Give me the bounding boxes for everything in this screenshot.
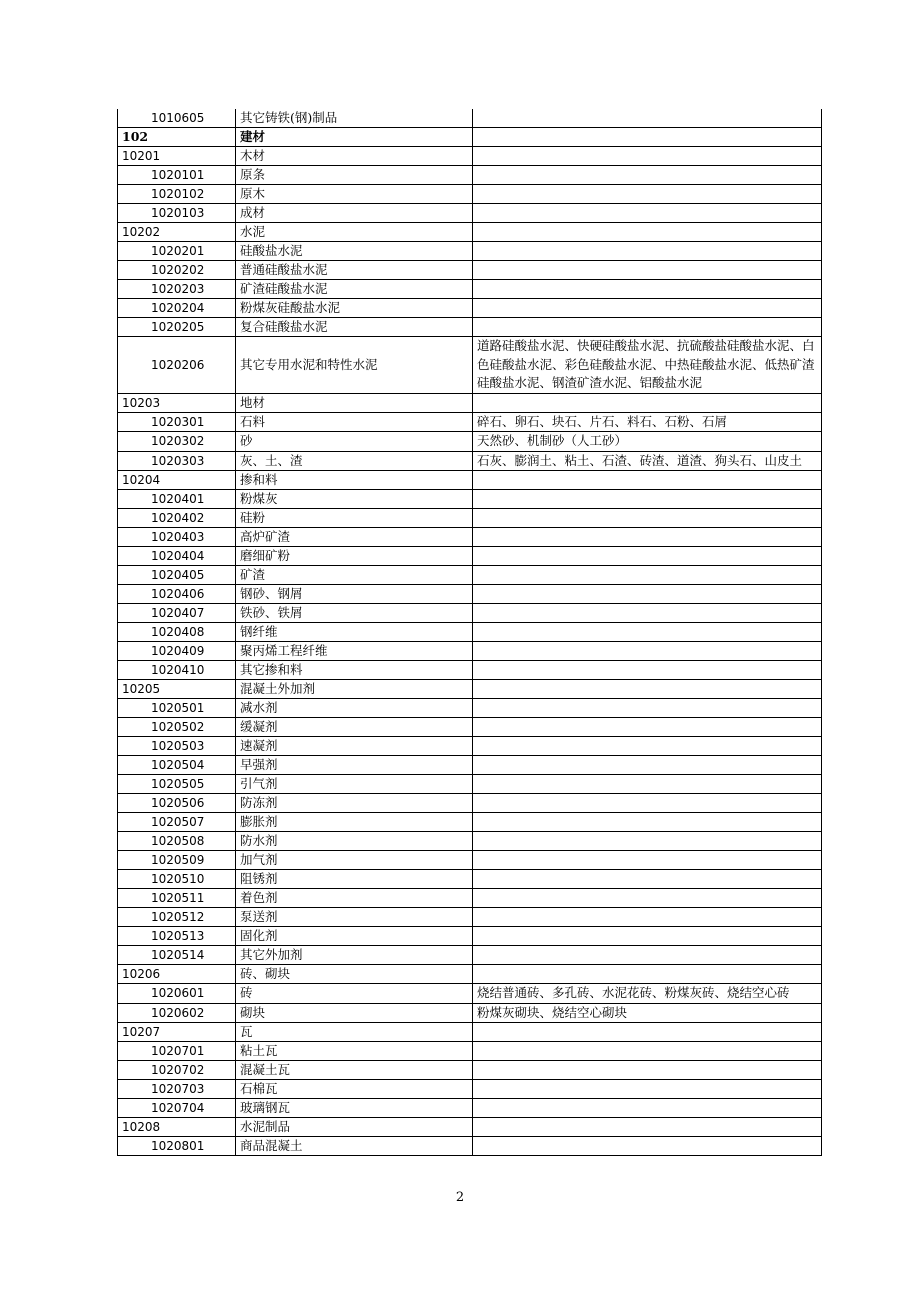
name-cell: 其它铸铁(钢)制品 bbox=[236, 109, 473, 128]
code-cell: 1020204 bbox=[118, 299, 236, 318]
note-cell bbox=[473, 604, 822, 623]
note-cell bbox=[473, 832, 822, 851]
name-cell: 固化剂 bbox=[236, 927, 473, 946]
note-cell bbox=[473, 490, 822, 509]
note-cell bbox=[473, 1023, 822, 1042]
code-cell: 10207 bbox=[118, 1023, 236, 1042]
code-cell: 1020407 bbox=[118, 604, 236, 623]
table-row bbox=[118, 908, 822, 927]
table-row bbox=[118, 1023, 822, 1042]
table-row bbox=[118, 813, 822, 832]
name-cell: 水泥 bbox=[236, 223, 473, 242]
code-cell: 10205 bbox=[118, 680, 236, 699]
note-cell bbox=[473, 1137, 822, 1156]
note-cell bbox=[473, 756, 822, 775]
name-cell: 矿渣硅酸盐水泥 bbox=[236, 280, 473, 299]
table-row bbox=[118, 1118, 822, 1137]
name-cell: 硅粉 bbox=[236, 509, 473, 528]
name-cell: 玻璃钢瓦 bbox=[236, 1099, 473, 1118]
code-cell: 1020505 bbox=[118, 775, 236, 794]
name-cell: 粘土瓦 bbox=[236, 1042, 473, 1061]
note-cell bbox=[473, 927, 822, 946]
name-cell: 原条 bbox=[236, 166, 473, 185]
table-row bbox=[118, 965, 822, 984]
table-row bbox=[118, 737, 822, 756]
name-cell: 其它外加剂 bbox=[236, 946, 473, 965]
code-cell: 1020602 bbox=[118, 1003, 236, 1023]
name-cell: 砌块 bbox=[236, 1003, 473, 1023]
note-cell bbox=[473, 1042, 822, 1061]
name-cell: 聚丙烯工程纤维 bbox=[236, 642, 473, 661]
code-cell: 1020203 bbox=[118, 280, 236, 299]
code-cell: 1020408 bbox=[118, 623, 236, 642]
table-row bbox=[118, 412, 822, 432]
page-number: 2 bbox=[455, 1190, 465, 1205]
name-cell: 减水剂 bbox=[236, 699, 473, 718]
name-cell: 木材 bbox=[236, 147, 473, 166]
note-cell bbox=[473, 889, 822, 908]
table-row bbox=[118, 680, 822, 699]
table-row bbox=[118, 280, 822, 299]
name-cell: 成材 bbox=[236, 204, 473, 223]
name-cell: 速凝剂 bbox=[236, 737, 473, 756]
code-cell: 1020406 bbox=[118, 585, 236, 604]
note-cell bbox=[473, 965, 822, 984]
table-row bbox=[118, 1099, 822, 1118]
table-row bbox=[118, 451, 822, 471]
table-row bbox=[118, 1080, 822, 1099]
note-cell bbox=[473, 147, 822, 166]
name-cell: 其它专用水泥和特性水泥 bbox=[236, 337, 473, 394]
table-row bbox=[118, 204, 822, 223]
code-cell: 1020503 bbox=[118, 737, 236, 756]
code-cell: 1020702 bbox=[118, 1061, 236, 1080]
note-cell bbox=[473, 166, 822, 185]
table-row bbox=[118, 642, 822, 661]
note-cell bbox=[473, 393, 822, 412]
note-cell bbox=[473, 699, 822, 718]
code-cell: 1020512 bbox=[118, 908, 236, 927]
name-cell: 原木 bbox=[236, 185, 473, 204]
code-cell: 1020402 bbox=[118, 509, 236, 528]
name-cell: 粉煤灰 bbox=[236, 490, 473, 509]
code-cell: 1020504 bbox=[118, 756, 236, 775]
note-cell bbox=[473, 128, 822, 147]
table-row bbox=[118, 699, 822, 718]
table-row bbox=[118, 299, 822, 318]
note-cell bbox=[473, 813, 822, 832]
table-row bbox=[118, 242, 822, 261]
code-cell: 1020501 bbox=[118, 699, 236, 718]
code-cell: 1020409 bbox=[118, 642, 236, 661]
code-cell: 10203 bbox=[118, 393, 236, 412]
code-cell: 1020502 bbox=[118, 718, 236, 737]
code-cell: 1020410 bbox=[118, 661, 236, 680]
name-cell: 缓凝剂 bbox=[236, 718, 473, 737]
code-cell: 1020509 bbox=[118, 851, 236, 870]
code-cell: 1020511 bbox=[118, 889, 236, 908]
name-cell: 阻锈剂 bbox=[236, 870, 473, 889]
table-row bbox=[118, 775, 822, 794]
table-row bbox=[118, 261, 822, 280]
note-cell bbox=[473, 471, 822, 490]
note-cell bbox=[473, 851, 822, 870]
note-cell: 道路硅酸盐水泥、快硬硅酸盐水泥、抗硫酸盐硅酸盐水泥、白色硅酸盐水泥、彩色硅酸盐水泥、中热硅酸盐水泥、低热矿渣硅酸盐水泥、钢渣矿渣水泥、铝酸盐水泥 bbox=[473, 337, 822, 394]
table-row bbox=[118, 490, 822, 509]
code-cell: 1020405 bbox=[118, 566, 236, 585]
note-cell bbox=[473, 585, 822, 604]
name-cell: 混凝土外加剂 bbox=[236, 680, 473, 699]
note-cell bbox=[473, 870, 822, 889]
note-cell bbox=[473, 204, 822, 223]
table-row bbox=[118, 889, 822, 908]
table-row bbox=[118, 528, 822, 547]
table-row bbox=[118, 566, 822, 585]
code-cell: 102 bbox=[118, 128, 236, 147]
code-cell: 1020206 bbox=[118, 337, 236, 394]
note-cell bbox=[473, 261, 822, 280]
name-cell: 复合硅酸盐水泥 bbox=[236, 318, 473, 337]
table-row bbox=[118, 471, 822, 490]
name-cell: 粉煤灰硅酸盐水泥 bbox=[236, 299, 473, 318]
code-cell: 1020510 bbox=[118, 870, 236, 889]
note-cell bbox=[473, 775, 822, 794]
name-cell: 水泥制品 bbox=[236, 1118, 473, 1137]
name-cell: 瓦 bbox=[236, 1023, 473, 1042]
code-cell: 1020403 bbox=[118, 528, 236, 547]
note-cell bbox=[473, 908, 822, 927]
name-cell: 建材 bbox=[236, 128, 473, 147]
table-row bbox=[118, 337, 822, 394]
name-cell: 砖、砌块 bbox=[236, 965, 473, 984]
name-cell: 混凝土瓦 bbox=[236, 1061, 473, 1080]
code-cell: 10201 bbox=[118, 147, 236, 166]
name-cell: 引气剂 bbox=[236, 775, 473, 794]
code-cell: 1020508 bbox=[118, 832, 236, 851]
code-cell: 10202 bbox=[118, 223, 236, 242]
name-cell: 磨细矿粉 bbox=[236, 547, 473, 566]
note-cell: 石灰、膨润土、粘土、石渣、砖渣、道渣、狗头石、山皮土 bbox=[473, 451, 822, 471]
name-cell: 钢砂、钢屑 bbox=[236, 585, 473, 604]
name-cell: 砂 bbox=[236, 432, 473, 452]
note-cell: 碎石、卵石、块石、片石、料石、石粉、石屑 bbox=[473, 412, 822, 432]
note-cell bbox=[473, 318, 822, 337]
table-row bbox=[118, 393, 822, 412]
note-cell bbox=[473, 642, 822, 661]
note-cell bbox=[473, 794, 822, 813]
table-row bbox=[118, 547, 822, 566]
name-cell: 其它掺和料 bbox=[236, 661, 473, 680]
code-cell: 1020513 bbox=[118, 927, 236, 946]
table-row bbox=[118, 946, 822, 965]
name-cell: 硅酸盐水泥 bbox=[236, 242, 473, 261]
table-row bbox=[118, 984, 822, 1004]
table-row bbox=[118, 147, 822, 166]
name-cell: 掺和料 bbox=[236, 471, 473, 490]
table-row bbox=[118, 851, 822, 870]
code-cell: 1020601 bbox=[118, 984, 236, 1004]
code-cell: 1020101 bbox=[118, 166, 236, 185]
note-cell bbox=[473, 1061, 822, 1080]
code-cell: 1020506 bbox=[118, 794, 236, 813]
name-cell: 着色剂 bbox=[236, 889, 473, 908]
table-row bbox=[118, 661, 822, 680]
table-row bbox=[118, 1137, 822, 1156]
name-cell: 钢纤维 bbox=[236, 623, 473, 642]
code-cell: 1020202 bbox=[118, 261, 236, 280]
note-cell bbox=[473, 185, 822, 204]
note-cell bbox=[473, 718, 822, 737]
name-cell: 地材 bbox=[236, 393, 473, 412]
note-cell bbox=[473, 737, 822, 756]
code-cell: 1020703 bbox=[118, 1080, 236, 1099]
code-cell: 1020302 bbox=[118, 432, 236, 452]
name-cell: 灰、土、渣 bbox=[236, 451, 473, 471]
note-cell bbox=[473, 680, 822, 699]
code-cell: 1020303 bbox=[118, 451, 236, 471]
name-cell: 高炉矿渣 bbox=[236, 528, 473, 547]
material-catalog-table bbox=[117, 109, 822, 1156]
note-cell bbox=[473, 280, 822, 299]
table-row bbox=[118, 128, 822, 147]
code-cell: 1020103 bbox=[118, 204, 236, 223]
note-cell bbox=[473, 566, 822, 585]
table-row bbox=[118, 718, 822, 737]
name-cell: 膨胀剂 bbox=[236, 813, 473, 832]
table-row bbox=[118, 832, 822, 851]
note-cell bbox=[473, 547, 822, 566]
table-row bbox=[118, 623, 822, 642]
code-cell: 1020205 bbox=[118, 318, 236, 337]
note-cell: 粉煤灰砌块、烧结空心砌块 bbox=[473, 1003, 822, 1023]
note-cell bbox=[473, 299, 822, 318]
note-cell bbox=[473, 1099, 822, 1118]
note-cell bbox=[473, 509, 822, 528]
note-cell bbox=[473, 242, 822, 261]
table-row bbox=[118, 166, 822, 185]
note-cell bbox=[473, 528, 822, 547]
table-row bbox=[118, 794, 822, 813]
note-cell bbox=[473, 109, 822, 128]
name-cell: 普通硅酸盐水泥 bbox=[236, 261, 473, 280]
code-cell: 1020201 bbox=[118, 242, 236, 261]
name-cell: 防冻剂 bbox=[236, 794, 473, 813]
name-cell: 铁砂、铁屑 bbox=[236, 604, 473, 623]
note-cell bbox=[473, 623, 822, 642]
name-cell: 防水剂 bbox=[236, 832, 473, 851]
catalog-table-body bbox=[118, 109, 822, 1156]
note-cell bbox=[473, 946, 822, 965]
note-cell bbox=[473, 661, 822, 680]
code-cell: 1020801 bbox=[118, 1137, 236, 1156]
name-cell: 砖 bbox=[236, 984, 473, 1004]
code-cell: 1020301 bbox=[118, 412, 236, 432]
table-row bbox=[118, 927, 822, 946]
name-cell: 泵送剂 bbox=[236, 908, 473, 927]
code-cell: 1020514 bbox=[118, 946, 236, 965]
code-cell: 1020401 bbox=[118, 490, 236, 509]
code-cell: 1020102 bbox=[118, 185, 236, 204]
table-row bbox=[118, 1003, 822, 1023]
table-row bbox=[118, 509, 822, 528]
table-row bbox=[118, 756, 822, 775]
name-cell: 早强剂 bbox=[236, 756, 473, 775]
note-cell: 烧结普通砖、多孔砖、水泥花砖、粉煤灰砖、烧结空心砖 bbox=[473, 984, 822, 1004]
code-cell: 1020404 bbox=[118, 547, 236, 566]
code-cell: 1020701 bbox=[118, 1042, 236, 1061]
table-row bbox=[118, 1061, 822, 1080]
table-row bbox=[118, 185, 822, 204]
catalog-table-wrapper bbox=[117, 109, 815, 1156]
code-cell: 1020507 bbox=[118, 813, 236, 832]
name-cell: 矿渣 bbox=[236, 566, 473, 585]
note-cell bbox=[473, 223, 822, 242]
code-cell: 1020704 bbox=[118, 1099, 236, 1118]
table-row bbox=[118, 109, 822, 128]
name-cell: 石料 bbox=[236, 412, 473, 432]
table-row bbox=[118, 223, 822, 242]
code-cell: 10208 bbox=[118, 1118, 236, 1137]
table-row bbox=[118, 604, 822, 623]
table-row bbox=[118, 870, 822, 889]
name-cell: 石棉瓦 bbox=[236, 1080, 473, 1099]
table-row bbox=[118, 318, 822, 337]
table-row bbox=[118, 432, 822, 452]
name-cell: 商品混凝土 bbox=[236, 1137, 473, 1156]
note-cell bbox=[473, 1118, 822, 1137]
code-cell: 10206 bbox=[118, 965, 236, 984]
note-cell bbox=[473, 1080, 822, 1099]
code-cell: 1010605 bbox=[118, 109, 236, 128]
table-row bbox=[118, 585, 822, 604]
code-cell: 10204 bbox=[118, 471, 236, 490]
name-cell: 加气剂 bbox=[236, 851, 473, 870]
table-row bbox=[118, 1042, 822, 1061]
note-cell: 天然砂、机制砂（人工砂） bbox=[473, 432, 822, 452]
